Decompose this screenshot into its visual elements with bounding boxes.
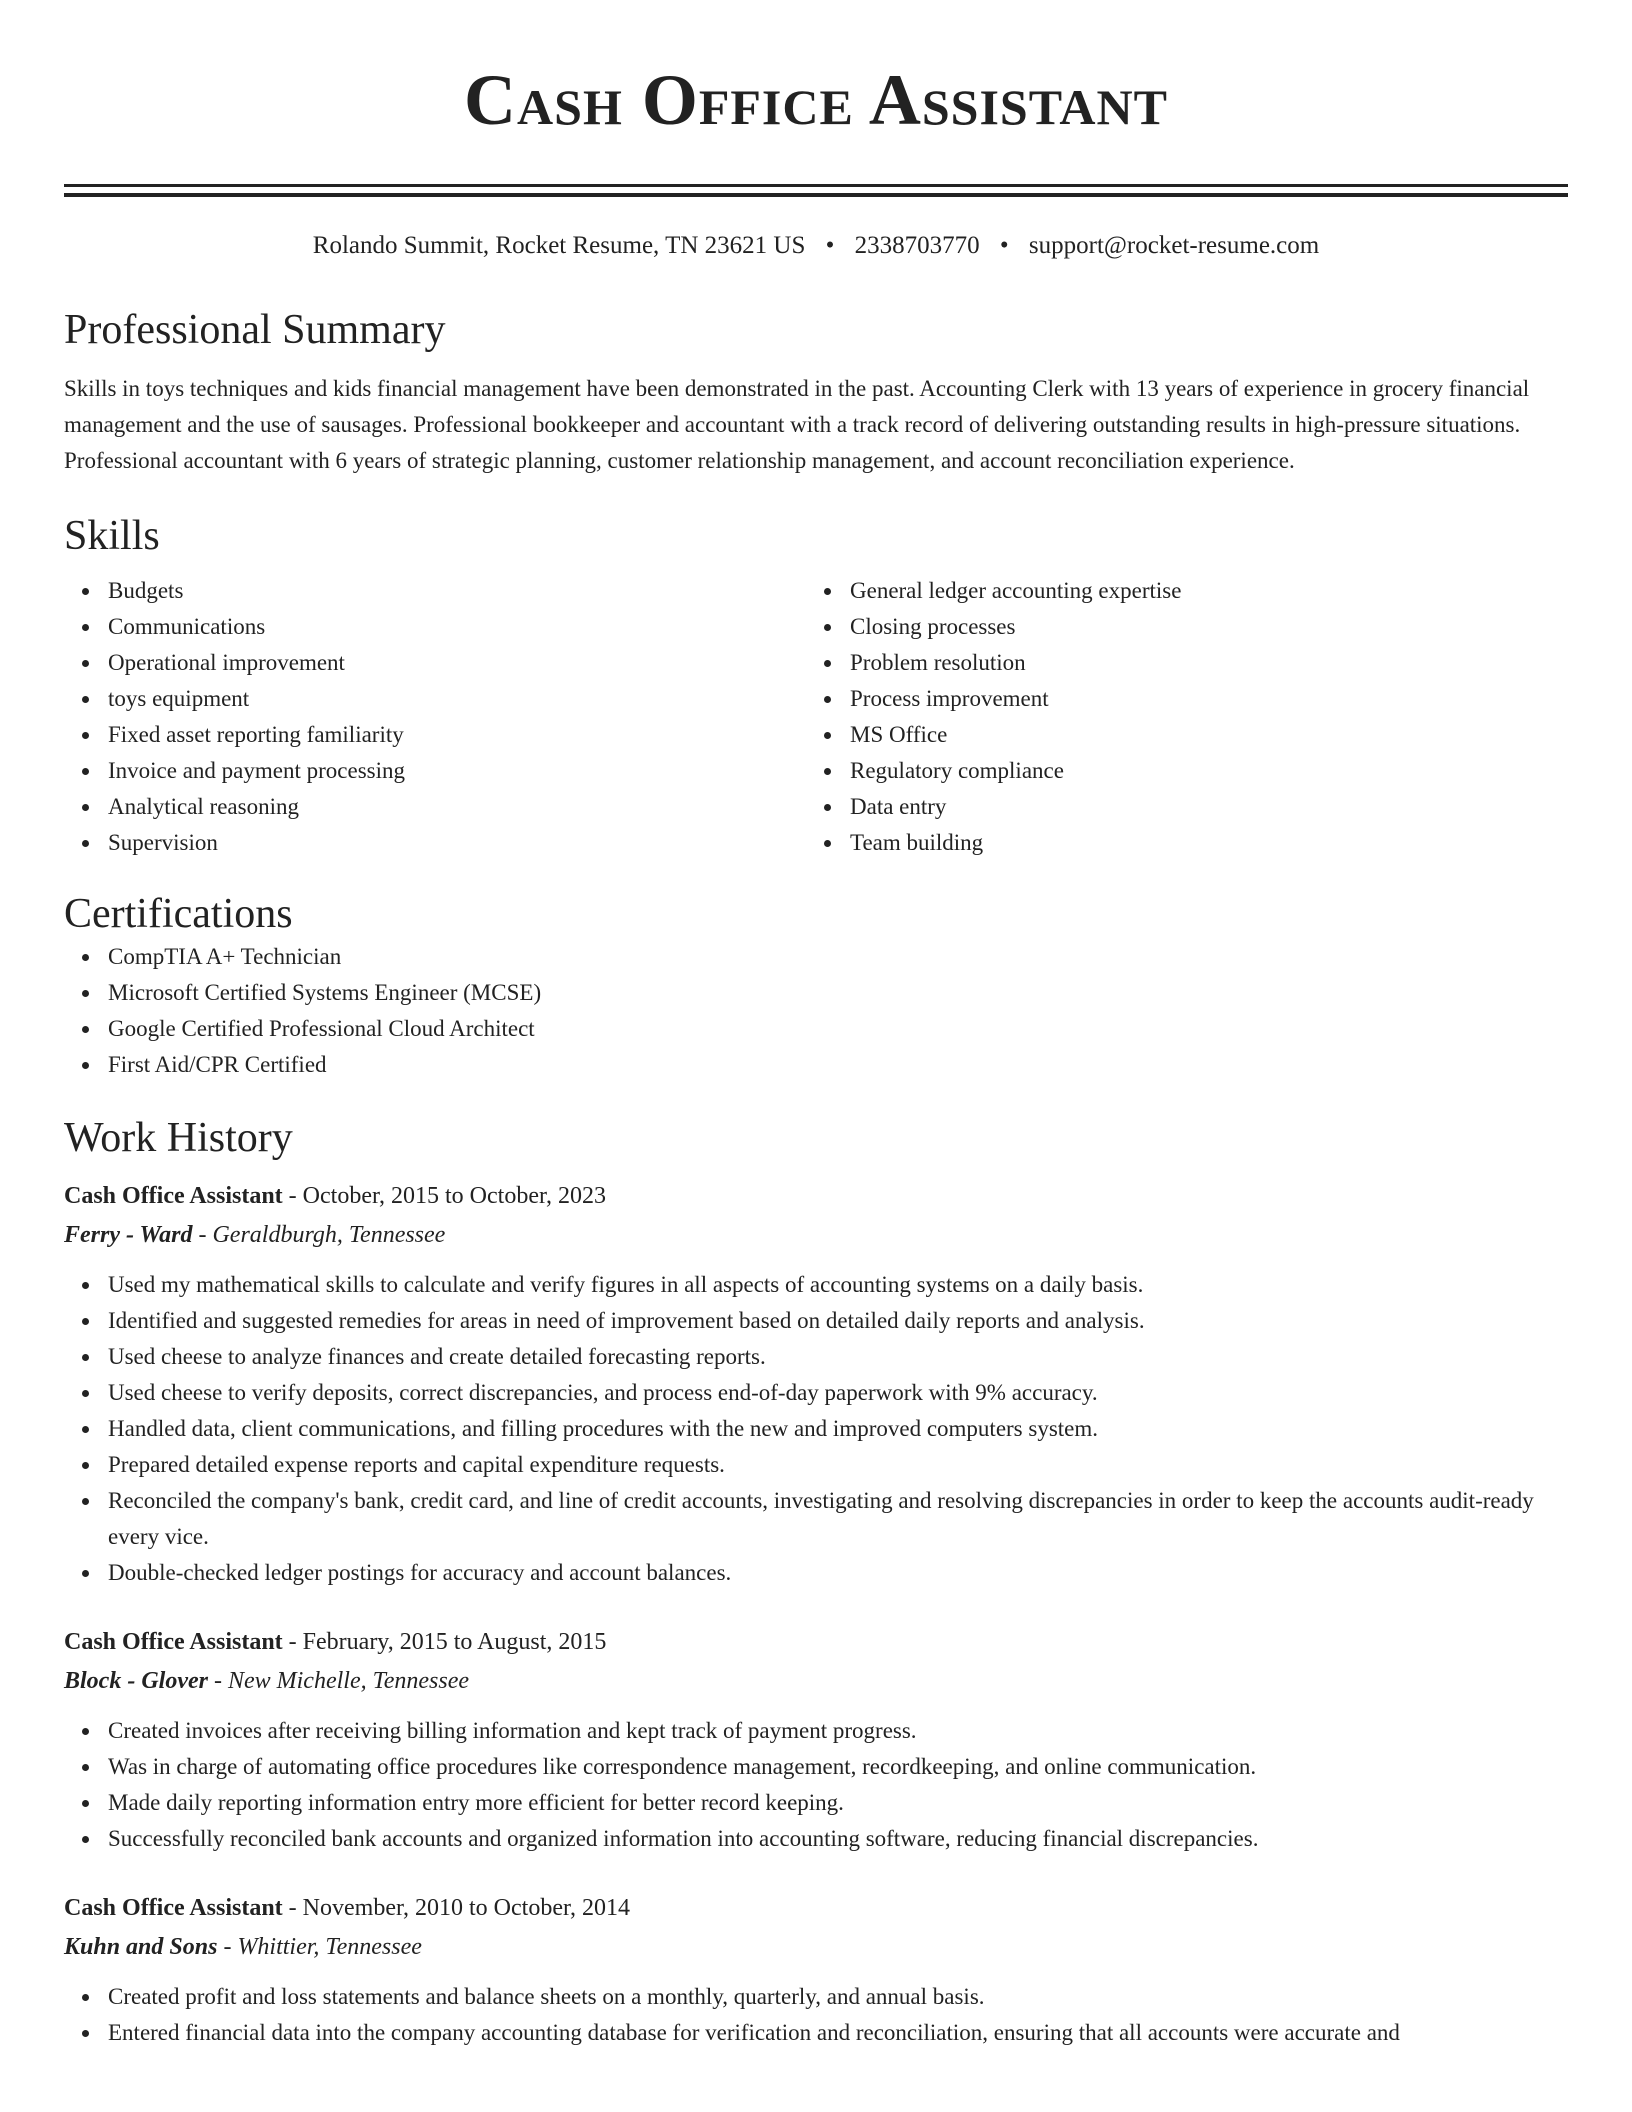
job-location: Whittier, Tennessee: [237, 1934, 422, 1960]
job-duty: Prepared detailed expense reports and capital expenditure requests.: [108, 1447, 1568, 1483]
job-duty: Created profit and loss statements and balance sheets on a monthly, quarterly, and annual basis.: [108, 1979, 1568, 2015]
skill-item: Communications: [108, 609, 806, 645]
skill-item: Fixed asset reporting familiarity: [108, 717, 806, 753]
work-history-heading: Work History: [64, 1115, 293, 1161]
skills-heading: Skills: [64, 513, 160, 559]
contact-line: [64, 231, 1568, 261]
job-duty: Identified and suggested remedies for areas in need of improvement based on detailed daily reports and analysis.: [108, 1303, 1568, 1339]
skill-item: Analytical reasoning: [108, 789, 806, 825]
document-title: Cash Office Assistant: [464, 60, 1168, 140]
job-company-line: [64, 1661, 1568, 1701]
skill-item: Supervision: [108, 825, 806, 861]
job-dash: -: [282, 1895, 303, 1921]
job-title: Cash Office Assistant: [64, 1895, 283, 1921]
job-title-line: [64, 1623, 1568, 1661]
job-duty: Reconciled the company's bank, credit card, and line of credit accounts, investigating and resolving discrepancies in order to keep the accounts audit-ready every vice.: [108, 1483, 1568, 1555]
skill-item: Problem resolution: [850, 645, 1548, 681]
job-dash: -: [192, 1222, 213, 1248]
job-dash: -: [217, 1934, 238, 1960]
skill-item: Operational improvement: [108, 645, 806, 681]
skill-item: Budgets: [108, 573, 806, 609]
title-rule-top: [64, 184, 1568, 187]
job-duty: Was in charge of automating office procedures like correspondence management, recordkeeping, and online communication.: [108, 1749, 1568, 1785]
job-company: Block - Glover: [64, 1668, 208, 1694]
job-company-line: [64, 1215, 1568, 1255]
skill-item: Data entry: [850, 789, 1548, 825]
title-rule-bottom: [64, 193, 1568, 197]
skill-item: Invoice and payment processing: [108, 753, 806, 789]
job-duty: Handled data, client communications, and filling procedures with the new and improved computers system.: [108, 1411, 1568, 1447]
skill-item: toys equipment: [108, 681, 806, 717]
job-duties-list: [64, 1267, 1568, 1591]
skills-list-right: [806, 573, 1548, 861]
job-dash: -: [282, 1629, 303, 1655]
certification-item: Microsoft Certified Systems Engineer (MCSE): [108, 975, 1568, 1011]
job-location: Geraldburgh, Tennessee: [212, 1222, 446, 1248]
certification-item: First Aid/CPR Certified: [108, 1047, 1568, 1083]
job-duties-list: [64, 1979, 1568, 2051]
job-entry: [64, 1889, 1568, 2051]
contact-email: support@rocket-resume.com: [1028, 232, 1320, 259]
contact-address: Rolando Summit, Rocket Resume, TN 23621 US: [312, 232, 806, 259]
job-title: Cash Office Assistant: [64, 1183, 283, 1209]
job-entry: [64, 1623, 1568, 1857]
skill-item: Team building: [850, 825, 1548, 861]
certification-item: Google Certified Professional Cloud Architect: [108, 1011, 1568, 1047]
job-company: Ferry - Ward: [64, 1222, 193, 1248]
skills-column-right: [806, 573, 1548, 861]
job-dates: October, 2015 to October, 2023: [302, 1183, 607, 1209]
job-duty: Created invoices after receiving billing information and kept track of payment progress.: [108, 1713, 1568, 1749]
job-duty: Used my mathematical skills to calculate and verify figures in all aspects of accounting systems on a daily basis.: [108, 1267, 1568, 1303]
job-duty: Used cheese to verify deposits, correct discrepancies, and process end-of-day paperwork with 9% accuracy.: [108, 1375, 1568, 1411]
summary-heading: Professional Summary: [64, 307, 446, 353]
certification-item: CompTIA A+ Technician: [108, 939, 1568, 975]
summary-text: Skills in toys techniques and kids financial management have been demonstrated in the past. Accounting Clerk with 13 years of experience in grocery financial management and the use of sausages. Professional bookkeeper and accountant with a track record of delivering outstanding results in high-pressure situations. Professional accountant with 6 years of strategic planning, customer relationship management, and account reconciliation experience.: [64, 376, 1530, 473]
job-duty: Entered financial data into the company accounting database for verification and reconciliation, ensuring that all accounts were accurate and: [108, 2015, 1568, 2051]
job-company: Kuhn and Sons: [64, 1934, 218, 1960]
job-company-line: [64, 1927, 1568, 1967]
resume-page: [64, 0, 1568, 2051]
job-dash: -: [207, 1668, 228, 1694]
skill-item: MS Office: [850, 717, 1548, 753]
job-duties-list: [64, 1713, 1568, 1857]
certifications-list: [64, 939, 1568, 1083]
skills-column-left: [64, 573, 806, 861]
job-duty: Successfully reconciled bank accounts and organized information into accounting software, reducing financial discrepancies.: [108, 1821, 1568, 1857]
skill-item: General ledger accounting expertise: [850, 573, 1548, 609]
job-location: New Michelle, Tennessee: [227, 1668, 470, 1694]
job-duty: Made daily reporting information entry more efficient for better record keeping.: [108, 1785, 1568, 1821]
skill-item: Process improvement: [850, 681, 1548, 717]
contact-phone: 2338703770: [854, 232, 980, 259]
job-dash: -: [282, 1183, 303, 1209]
job-duty: Double-checked ledger postings for accuracy and account balances.: [108, 1555, 1568, 1591]
job-dates: November, 2010 to October, 2014: [302, 1895, 631, 1921]
skills-grid: [64, 573, 1568, 861]
job-duty: Used cheese to analyze finances and create detailed forecasting reports.: [108, 1339, 1568, 1375]
contact-separator: •: [825, 232, 835, 259]
skills-list-left: [64, 573, 806, 861]
job-title-line: [64, 1177, 1568, 1215]
skill-item: Regulatory compliance: [850, 753, 1548, 789]
certifications-heading: Certifications: [64, 891, 293, 937]
contact-separator: •: [999, 232, 1009, 259]
job-dates: February, 2015 to August, 2015: [302, 1629, 607, 1655]
skill-item: Closing processes: [850, 609, 1548, 645]
job-title-line: [64, 1889, 1568, 1927]
job-entry: [64, 1177, 1568, 1591]
job-title: Cash Office Assistant: [64, 1629, 283, 1655]
